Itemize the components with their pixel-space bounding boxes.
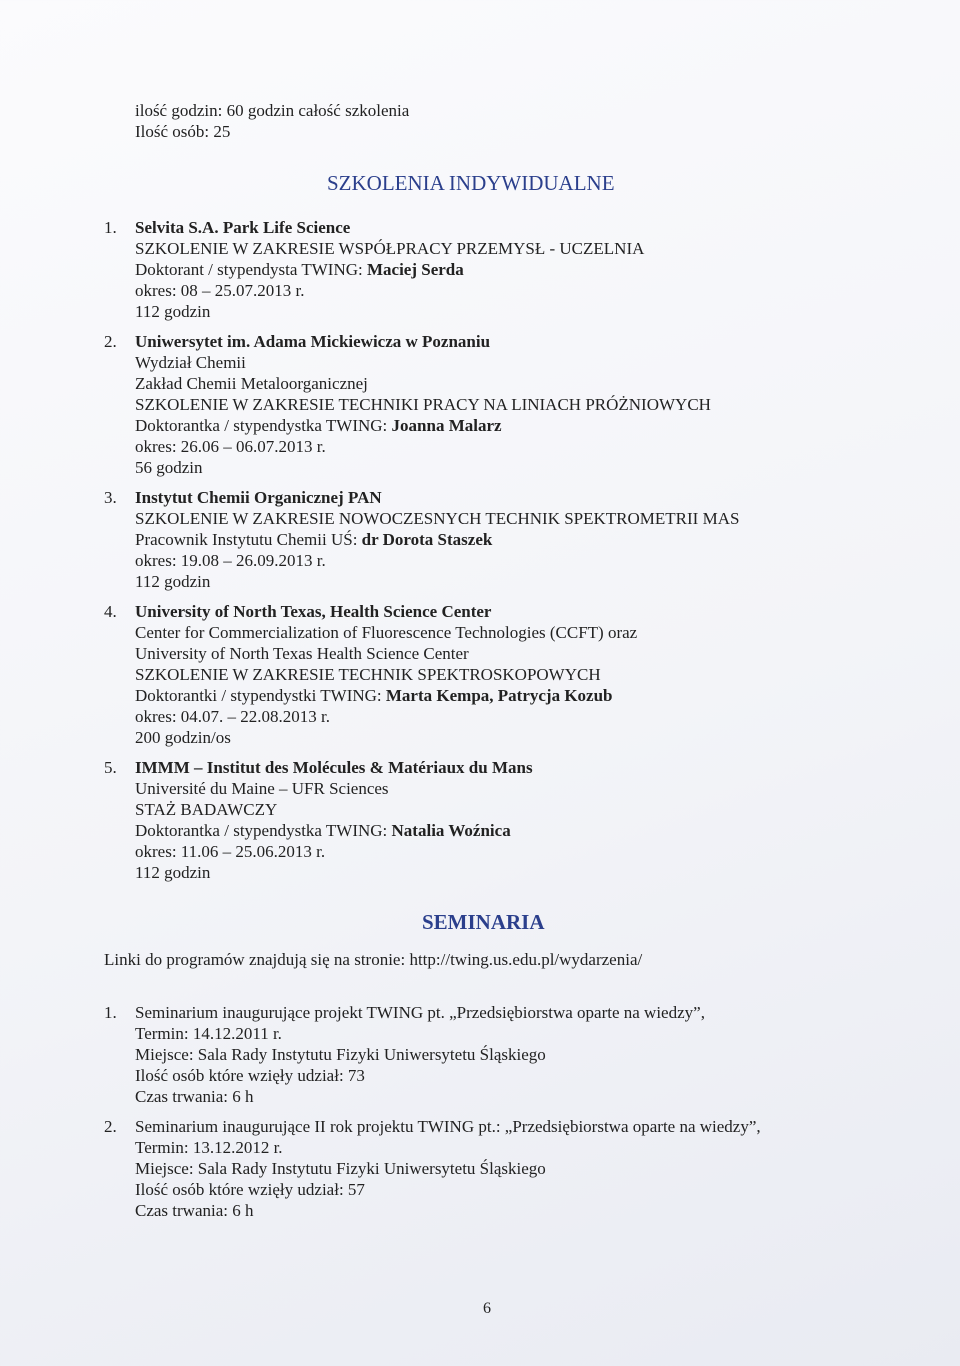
item-institution: Uniwersytet im. Adama Mickiewicza w Poznaniu [135,332,491,351]
item-period: okres: 26.06 – 06.07.2013 r. [135,437,326,456]
item-unit: University of North Texas Health Science Center [135,644,469,663]
item-topic: SZKOLENIE W ZAKRESIE NOWOCZESNYCH TECHNIK SPEKTROMETRII MAS [135,509,740,528]
intro-hours: ilość godzin: 60 godzin całość szkolenia [135,101,410,120]
item-person: Doktorantki / stypendystki TWING: Marta Kempa, Patrycja Kozub [135,686,613,705]
item-unit: Center for Commercialization of Fluorescence Technologies (CCFT) oraz [135,623,638,642]
section-heading-seminars: SEMINARIA [422,910,545,934]
item-number: 2. [104,332,117,351]
seminar-date: Termin: 13.12.2012 r. [135,1138,283,1157]
item-institution: Instytut Chemii Organicznej PAN [135,488,382,507]
item-person: Doktorantka / stypendystka TWING: Natalia Woźnica [135,821,511,840]
item-topic: STAŻ BADAWCZY [135,800,278,819]
page-number: 6 [483,1300,491,1317]
item-institution: IMMM – Institut des Molécules & Matériaux du Mans [135,758,533,777]
item-institution: Selvita S.A. Park Life Science [135,218,351,237]
seminar-attendance: Ilość osób które wzięły udział: 57 [135,1180,365,1199]
section-heading-individual: SZKOLENIA INDYWIDUALNE [327,171,615,195]
item-period: okres: 08 – 25.07.2013 r. [135,281,305,300]
item-hours: 200 godzin/os [135,728,231,747]
seminar-duration: Czas trwania: 6 h [135,1201,254,1220]
item-topic: SZKOLENIE W ZAKRESIE TECHNIKI PRACY NA LINIACH PRÓŻNIOWYCH [135,395,711,414]
item-hours: 56 godzin [135,458,203,477]
item-person: Doktorant / stypendysta TWING: Maciej Serda [135,260,464,279]
item-number: 1. [104,218,117,237]
seminar-title: Seminarium inaugurujące II rok projektu TWING pt.: „Przedsiębiorstwa oparte na wiedzy”, [135,1117,761,1136]
item-person: Doktorantka / stypendystka TWING: Joanna Malarz [135,416,502,435]
seminar-place: Miejsce: Sala Rady Instytutu Fizyki Uniwersytetu Śląskiego [135,1045,546,1064]
item-period: okres: 04.07. – 22.08.2013 r. [135,707,331,726]
item-hours: 112 godzin [135,302,211,321]
item-hours: 112 godzin [135,572,211,591]
seminars-links-note: Linki do programów znajdują się na stronie: http://twing.us.edu.pl/wydarzenia/ [104,950,643,969]
seminar-duration: Czas trwania: 6 h [135,1087,254,1106]
item-unit: Zakład Chemii Metaloorganicznej [135,374,368,393]
item-topic: SZKOLENIE W ZAKRESIE TECHNIK SPEKTROSKOPOWYCH [135,665,601,684]
item-person: Pracownik Instytutu Chemii UŚ: dr Dorota Staszek [135,530,493,549]
item-number: 5. [104,758,117,777]
item-period: okres: 11.06 – 25.06.2013 r. [135,842,326,861]
item-number: 1. [104,1003,117,1022]
item-number: 3. [104,488,117,507]
item-number: 2. [104,1117,117,1136]
intro-people: Ilość osób: 25 [135,122,231,141]
item-institution: University of North Texas, Health Science Center [135,602,492,621]
item-topic: SZKOLENIE W ZAKRESIE WSPÓŁPRACY PRZEMYSŁ - UCZELNIA [135,239,645,258]
item-period: okres: 19.08 – 26.09.2013 r. [135,551,326,570]
item-unit: Université du Maine – UFR Sciences [135,779,389,798]
seminar-attendance: Ilość osób które wzięły udział: 73 [135,1066,365,1085]
seminar-date: Termin: 14.12.2011 r. [135,1024,282,1043]
item-hours: 112 godzin [135,863,211,882]
item-unit: Wydział Chemii [135,353,246,372]
seminar-title: Seminarium inaugurujące projekt TWING pt. „Przedsiębiorstwa oparte na wiedzy”, [135,1003,705,1022]
item-number: 4. [104,602,117,621]
seminar-place: Miejsce: Sala Rady Instytutu Fizyki Uniwersytetu Śląskiego [135,1159,546,1178]
